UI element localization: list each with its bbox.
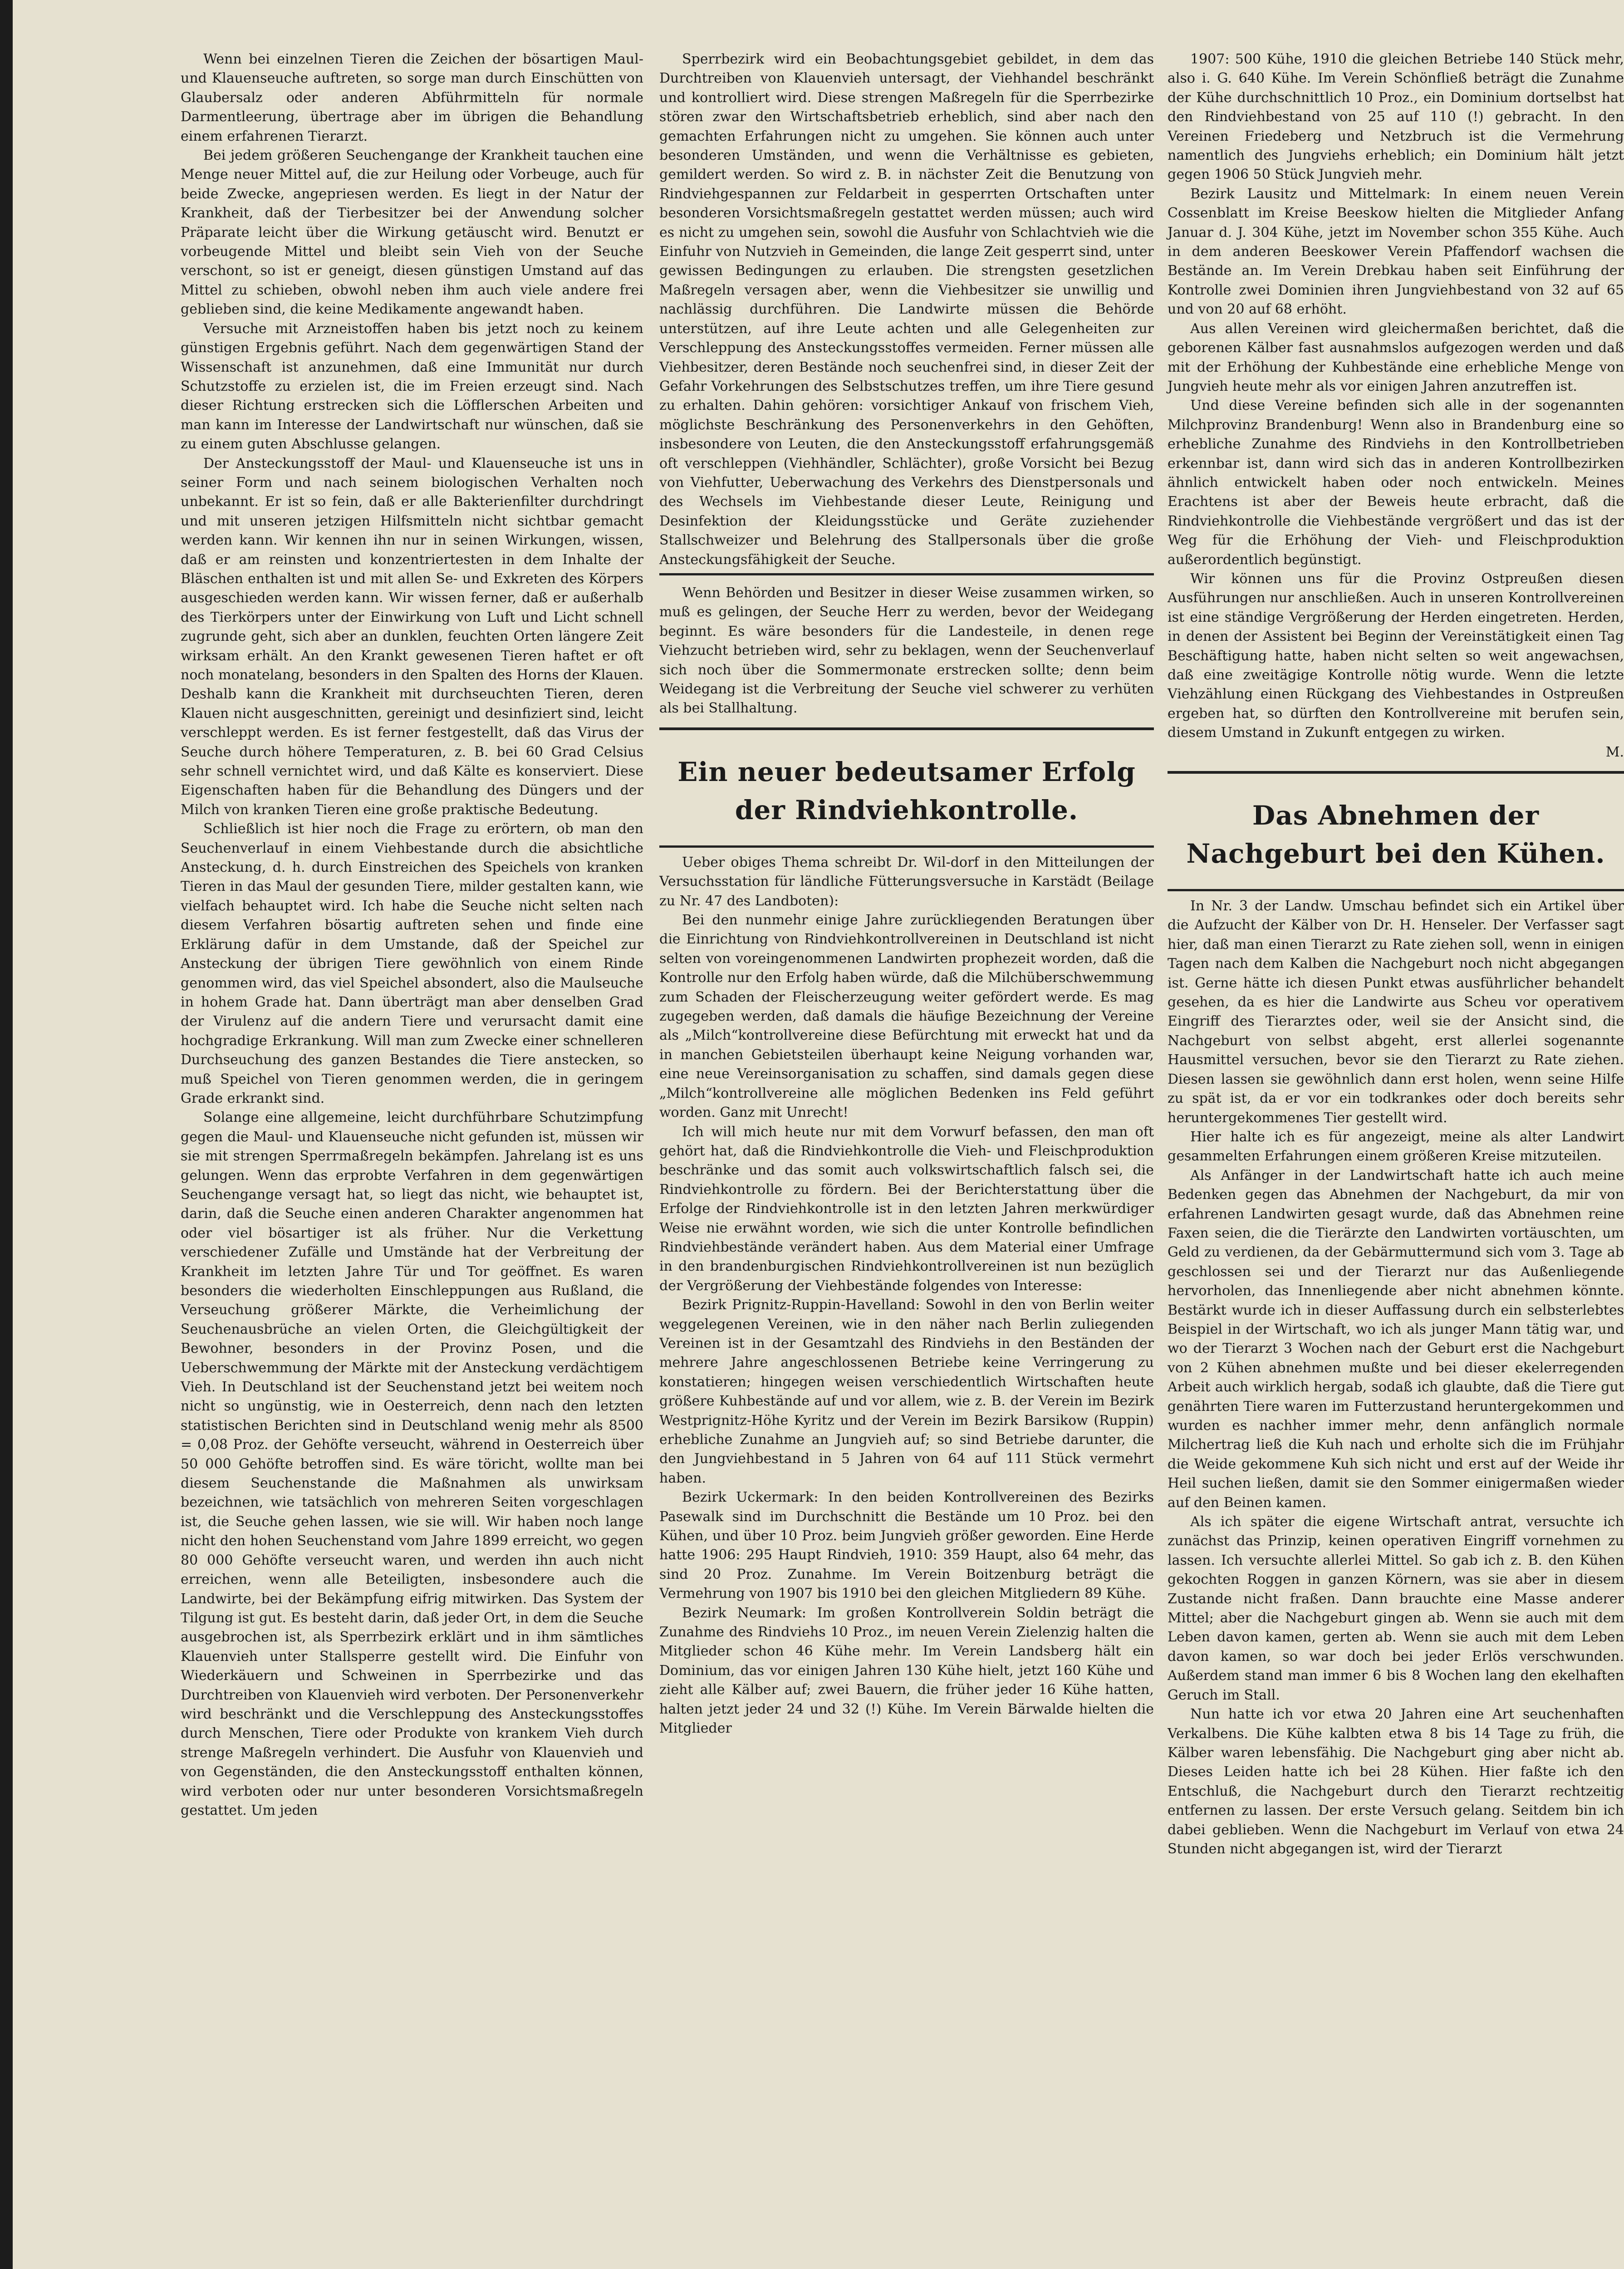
section-divider (659, 727, 1154, 730)
paragraph: Bezirk Prignitz-Ruppin-Havelland: Sowohl in den von Berlin weiter weggelegenen Vereinen, wie in den näher nach Berlin zuliegenden Vereinen ist in der Gesamtzahl des Rindviehs in den Beständen der mehrere Jahre angeschlossenen Betriebe keine Verringerung zu konstatieren; hingegen weisen verschiedentlich Wirtschaften heute größere Kuhbestände auf und vor allem, wie z. B. der Verein im Bezirk Westprignitz-Höhe Kyritz und der Verein im Bezirk Barsikow (Ruppin) erhebliche Zunahme an Jungvieh auf; so sind Betriebe darunter, die den Jungviehbestand in 5 Jahren von 64 auf 111 Stück vermehrt haben. (659, 1297, 1154, 1486)
paragraph: Als Anfänger in der Landwirtschaft hatte ich auch meine Bedenken gegen das Abnehmen der Nachgeburt, da mir von erfahrenen Landwirten gesagt wurde, daß das Abnehmen reine Faxen seien, die die Tierärzte den Landwirten vortäuschten, um Geld zu verdienen, da der Gebärmuttermund sich vom 3. Tage ab geschlossen sei und der Tierarzt nur das Außenliegende hervorholen, das Innenliegende aber nicht abnehmen könnte. Bestärkt wurde ich in dieser Auffassung durch ein selbsterlebtes Beispiel in der Wirtschaft, wo ich als junger Mann tätig war, und wo der Tierarzt 3 Wochen nach der Geburt erst die Nachgeburt von 2 Kühen abnehmen mußte und bei dieser ekelerregenden Arbeit auch wirklich hergab, sodaß ich glaubte, daß die Tiere gut genährten Tiere waren im Futterzustand heruntergekommen und wurden es nachher immer mehr, denn anfänglich normale Milchertrag ließ die Kuh nach und erholte sich die im Frühjahr die Weide gekommene Kuh sich nicht und erst auf der Weide ihr Heil suchen ließen, damit sie den Sommer einigermaßen wieder auf den Beinen kamen. (1168, 1167, 1624, 1511)
paragraph: Als ich später die eigene Wirtschaft antrat, versuchte ich zunächst das Prinzip, keinen operativen Eingriff vornehmen zu lassen. Ich versuchte allerlei Mittel. So gab ich z. B. den Kühen gekochten Roggen in ganzen Körnern, was sie aber in diesem Zustande nicht fraßen. Dann brauchte eine Masse anderer Mittel; aber die Nachgeburt gingen ab. Wenn sie auch mit dem Leben davon kamen, gerten ab. Wenn sie auch mit dem Leben davon kamen, so war doch bei jeder Erlös verschwunden. Außerdem stand man immer 6 bis 8 Wochen lang den ekelhaften Geruch im Stall. (1168, 1514, 1624, 1703)
author-initials: M. (1605, 744, 1624, 760)
newspaper-page (13, 0, 1624, 2269)
paragraph: In Nr. 3 der Landw. Umschau befindet sich ein Artikel über die Aufzucht der Kälber von Dr. H. Henseler. Der Verfasser sagt hier, daß man einen Tierarzt zu Rate ziehen soll, wenn in einigen Tagen nach dem Kalben die Nachgeburt noch nicht abgegangen ist. Gerne hätte ich diesen Punkt etwas ausführlicher behandelt gesehen, da es hier die Landwirte aus Scheu vor operativem Eingriff des Tierarztes oder, weil sie der Ansicht sind, die Nachgeburt von selbst abgeht, erst allerlei sogenannte Hausmittel versuchen, bevor sie den Tierarzt zu Rate ziehen. Diesen lassen sie gewöhnlich dann erst holen, wenn seine Hilfe zu spät ist, da er vor ein todkrankes oder doch bereits sehr heruntergekommenes Tier gestellt wird. (1168, 898, 1624, 1126)
paragraph: Wenn Behörden und Besitzer in dieser Weise zusammen wirken, so muß es gelingen, der Seuche Herr zu werden, bevor der Weidegang beginnt. Es wäre besonders für die Landesteile, in denen rege Viehzucht betrieben wird, sehr zu beklagen, wenn der Seuchenverlauf sich noch über die Sommermonate erstrecken sollte; denn beim Weidegang ist die Verbreitung der Seuche viel schwerer zu verhüten als bei Stallhaltung. (659, 584, 1154, 717)
paragraph: Und diese Vereine befinden sich alle in der sogenannten Milchprovinz Brandenburg! Wenn also in Brandenburg eine so erhebliche Zunahme des Rindviehs in den Kontrollbetrieben erkennbar ist, dann wird sich das in anderen Kontrollbezirken ähnlich entwickelt haben oder noch entwickeln. Meines Erachtens ist aber der Beweis heute erbracht, daß die Rindviehkontrolle die Viehbestände vergrößert und das ist der Weg für die Erhöhung der Vieh- und Fleischproduktion außerordentlich begünstigt. (1168, 398, 1624, 568)
headline-rule (659, 845, 1154, 848)
boxed-notice (659, 50, 1154, 575)
paragraph: Bei den nunmehr einige Jahre zurückliegenden Beratungen über die Einrichtung von Rindviehkontrollvereinen in Deutschland ist nicht selten von voreingenommenen Landwirten prophezeit worden, daß die Kontrolle nur den Erfolg haben würde, daß die Milchüberschwemmung zum Schaden der Fleischerzeugung weiter gefördert werde. Es mag zugegeben werden, daß damals die häufige Bezeichnung der Vereine als „Milch“kontrollvereine diese Befürchtung mit erweckt hat und da in manchen Gebietsteilen überhaupt keine Neigung vorhanden war, eine neue Vereinsorganisation zu schaffen, sind damals gegen diese „Milch“kontrollvereine alle möglichen Bedenken ins Feld geführt worden. Ganz mit Unrecht! (659, 912, 1154, 1121)
paragraph: Versuche mit Arzneistoffen haben bis jetzt noch zu keinem günstigen Ergebnis geführt. Nach dem gegenwärtigen Stand der Wissenschaft ist anzunehmen, daß eine Immunität nur durch Schutzstoffe zu erzielen ist, die im Freien erzeugt sind. Nach dieser Richtung erstrecken sich die Löfflerschen Arbeiten und man kann im Interesse der Landwirtschaft nur wünschen, daß sie zu einem guten Abschlusse gelangen. (181, 320, 643, 452)
column-right (1168, 50, 1624, 1859)
paragraph: Solange eine allgemeine, leicht durchführbare Schutzimpfung gegen die Maul- und Klauenseuche nicht gefunden ist, müssen wir sie mit strengen Sperrmaßregeln bekämpfen. Jahrelang ist es uns gelungen. Wenn das erprobte Verfahren in dem gegenwärtigen Seuchengange versagt hat, so liegt das nicht, wie behauptet ist, darin, daß die Seuche einen anderen Charakter angenommen hat oder viel bösartiger ist als früher. Nur die Verkettung verschiedener Zufälle und Umstände hat der Verbreitung der Krankheit im letzten Jahre Tür und Tor geöffnet. Es waren besonders die wiederholten Einschleppungen aus Rußland, die Verseuchung größerer Märkte, die Verheimlichung der Seuchenausbrüche an vielen Orten, die Gleichgültigkeit der Bewohner, besonders in der Provinz Posen, und die Ueberschwemmung der Märkte mit der Ansteckung verdächtigem Vieh. In Deutschland ist der Seuchenstand jetzt bei weitem noch nicht so ungünstig, wie in Oesterreich, denn nach den letzten statistischen Berichten sind in Deutschland wenig mehr als 8500 = 0,08 Proz. der Gehöfte verseucht, während in Oesterreich über 50 000 Gehöfte betroffen sind. Es wäre töricht, wollte man bei diesem Seuchenstande die Maßnahmen als unwirksam bezeichnen, wie tatsächlich von mehreren Seiten vorgeschlagen ist, die Seuche gehen lassen, wie sie will. Wir haben noch lange nicht den hohen Seuchenstand vom Jahre 1899 erreicht, wo gegen 80 000 Gehöfte verseucht waren, und werden ihn auch nicht erreichen, wenn alle Beteiligten, insbesondere auch die Landwirte, bei der Bekämpfung eifrig mitwirken. Das System der Tilgung ist gut. Es besteht darin, daß jeder Ort, in dem die Seuche ausgebrochen ist, als Sperrbezirk erklärt und in ihm sämtliches Klauenvieh unter Stallsperre gestellt wird. Die Einfuhr von Wiederkäuern und Schweinen in Sperrbezirke und das Durchtreiben von Klauenvieh wird verboten. Der Personenverkehr wird beschränkt und die Verschleppung des Ansteckungsstoffes durch Menschen, Tiere oder Produkte von krankem Vieh durch strenge Maßregeln verhindert. Die Ausfuhr von Klauenvieh und von Gegenständen, die den Ansteckungsstoff enthalten können, wird verboten oder nur unter besonderen Vorsichtsmaßregeln gestattet. Um jeden (181, 1110, 643, 1818)
article-headline: Ein neuer bedeutsamer Erfolg der Rindviehkontrolle. (677, 756, 1136, 825)
paragraph: Bezirk Neumark: Im großen Kontrollverein Soldin beträgt die Zunahme des Rindviehs 10 Proz., im neuen Verein Zielenzig halten die Mitglieder schon 46 Kühe mehr. Im Verein Landsberg hält ein Dominium, das vor einigen Jahren 130 Kühe hielt, jetzt 160 Kühe und zieht alle Kälber auf; zwei Bauern, die früher jeder 16 Kühe hatten, halten jetzt jeder 24 und 32 (!) Kühe. Im Verein Bärwalde hielten die Mitglieder (659, 1605, 1154, 1737)
headline-rule (1168, 889, 1624, 891)
paragraph: Sperrbezirk wird ein Beobachtungsgebiet gebildet, in dem das Durchtreiben von Klauenvieh untersagt, der Viehhandel beschränkt und kontrolliert wird. Diese strengen Maßregeln für die Sperrbezirke stören zwar den Wirtschaftsbetrieb erheblich, sind aber nach den gemachten Erfahrungen nicht zu umgehen. Sie können auch unter besonderen Umständen, und wenn die Verhältnisse es gebieten, gemildert werden. So wird z. B. in nächster Zeit die Benutzung von Rindviehgespannen zur Feldarbeit in gesperrten Ortschaften unter besonderen Vorsichtsmaßregeln gestattet werden müssen; auch wird es nicht zu umgehen sein, sowohl die Ausfuhr von Schlachtvieh wie die Einfuhr von Nutzvieh in Gemeinden, die lange Zeit gesperrt sind, unter gewissen Bedingungen zu erlauben. Die strengsten gesetzlichen Maßregeln versagen aber, wenn die Viehbesitzer sie unwillig und nachlässig durchführen. Die Landwirte müssen die Behörde unterstützen, auf ihre Leute achten und alle Gelegenheiten zur Verschleppung des Ansteckungsstoffes vermeiden. Ferner müssen alle Viehbesitzer, deren Bestände noch seuchenfrei sind, in dieser Zeit der Gefahr Vorkehrungen des Selbstschutzes treffen, um ihre Tiere gesund zu erhalten. Dahin gehören: vorsichtiger Ankauf von frischem Vieh, möglichste Beschränkung des Personenverkehrs in den Gehöften, insbesondere von Leuten, die den Ansteckungsstoff erfahrungsgemäß oft verschleppen (Viehhändler, Schlächter), große Vorsicht bei Bezug von Viehfutter, Ueberwachung des Verkehrs des Dienstpersonals und des Wechsels im Viehbestande dieser Leute, Reinigung und Desinfektion der Kleidungsstücke und Geräte zuziehender Stallschweizer und Belehrung des Stallpersonals über die große Ansteckungsfähigkeit der Seuche. (659, 51, 1154, 568)
article-headline: Das Abnehmen der Nachgeburt bei den Kühen. (1186, 800, 1605, 869)
paragraph: Ich will mich heute nur mit dem Vorwurf befassen, den man oft gehört hat, daß die Rindviehkontrolle die Vieh- und Fleischproduktion beschränke und das somit auch volkswirtschaftlich falsch sei, die Rindviehkontrolle zu fördern. Bei der Berichterstattung über die Erfolge der Rindviehkontrolle ist in den letzten Jahren merkwürdiger Weise nie erwähnt worden, wie sich die unter Kontrolle befindlichen Rindviehbestände verändert haben. Aus dem Material einer Umfrage in den brandenburgischen Rindviehkontrollvereinen ist nun bezüglich der Vergrößerung der Viehbestände folgendes von Interesse: (659, 1124, 1154, 1294)
paragraph: Wir können uns für die Provinz Ostpreußen diesen Ausführungen nur anschließen. Auch in unseren Kontrollvereinen ist eine ständige Vergrößerung der Herden eingetreten. Herden, in denen der Assistent bei Beginn der Vereinstätigkeit einen Tag Beschäftigung hatte, haben nicht selten so weit angewachsen, daß eine zweitägige Kontrolle nötig wurde. Wenn die letzte Viehzählung einen Rückgang des Viehbestandes in Ostpreußen ergeben hat, so dürften den Kontrollvereine mit berufen sein, diesem Umstand in Zukunft entgegen zu wirken. (1168, 570, 1624, 741)
column-middle (659, 50, 1154, 1739)
paragraph: 1907: 500 Kühe, 1910 die gleichen Betriebe 140 Stück mehr, also i. G. 640 Kühe. Im Verein Schönfließ beträgt die Zunahme der Kühe durchschnittlich 10 Proz., ein Dominium dortselbst hat den Rindviehbestand von 25 auf 110 (!) gebracht. In den Vereinen Friedeberg und Netzbruch ist die Vermehrung namentlich des Jungviehs erheblich; ein Dominium hält jetzt gegen 1906 50 Stück Jungvieh mehr. (1168, 51, 1624, 183)
paragraph: Bezirk Uckermark: In den beiden Kontrollvereinen des Bezirks Pasewalk sind im Durchschnitt die Bestände um 10 Proz. bei den Kühen, und über 10 Proz. beim Jungvieh größer geworden. Eine Herde hatte 1906: 295 Haupt Rindvieh, 1910: 359 Haupt, also 64 mehr, das sind 20 Proz. Zunahme. Im Verein Boitzenburg beträgt die Vermehrung von 1907 bis 1910 bei den gleichen Mitgliedern 89 Kühe. (659, 1489, 1154, 1602)
paragraph: Der Ansteckungsstoff der Maul- und Klauenseuche ist uns in seiner Form und nach seinem biologischen Verhalten noch unbekannt. Er ist so fein, daß er alle Bakterienfilter durchdringt und mit unseren jetzigen Hilfsmitteln nicht sichtbar gemacht werden kann. Wir kennen ihn nur in seinen Wirkungen, wissen, daß er am reinsten und konzentriertesten in dem Inhalte der Bläschen enthalten ist und mit allen Se- und Exkreten des Körpers ausgeschieden werden kann. Wir wissen ferner, daß er außerhalb des Tierkörpers unter der Einwirkung von Luft und Licht schnell zugrunde geht, sich aber an dunklen, feuchten Orten längere Zeit wirksam erhält. An den Krankt gewesenen Tieren haftet er oft noch monatelang, besonders in den Spalten des Horns der Klauen. Deshalb kann die Krankheit mit durchseuchten Tieren, deren Klauen nicht ausgeschnitten, gereinigt und desinfiziert sind, leicht verschleppt werden. Es ist ferner festgestellt, daß das Virus der Seuche durch höhere Temperaturen, z. B. bei 60 Grad Celsius sehr schnell vernichtet wird, und daß Kälte es konserviert. Diese Eigenschaften haben für die Behandlung des Düngers und der Milch von kranken Tieren eine große praktische Bedeutung. (181, 455, 643, 818)
paragraph: Wenn bei einzelnen Tieren die Zeichen der bösartigen Maul- und Klauenseuche auftreten, so sorge man durch Einschütten von Glaubersalz oder anderen Abführmitteln für normale Darmentleerung, übertrage aber im übrigen die Behandlung einem erfahrenen Tierarzt. (181, 51, 643, 144)
paragraph: Schließlich ist hier noch die Frage zu erörtern, ob man den Seuchenverlauf in einem Viehbestande durch die absichtliche Ansteckung, d. h. durch Einstreichen des Speichels von kranken Tieren in das Maul der gesunden Tiere, milder gestalten kann, wie vielfach behauptet wird. Ich habe die Seuche nicht selten nach diesem Verfahren bösartig auftreten sehen und finde eine Erklärung dafür in dem Umstande, daß der Speichel zur Ansteckung der übrigen Tiere gewöhnlich von einem Rinde genommen wird, das viel Speichel absondert, also die Maulseuche in hohem Grade hat. Dann überträgt man aber denselben Grad der Virulenz auf die andern Tiere und verursacht damit eine hochgradige Erkrankung. Will man zum Zwecke einer schnelleren Durchseuchung des ganzen Bestandes die Tiere anstecken, so muß Speichel von Tieren genommen werden, die in geringem Grade erkrankt sind. (181, 821, 643, 1106)
column-left (181, 50, 643, 1820)
paragraph: Ueber obiges Thema schreibt Dr. Wil-dorf in den Mitteilungen der Versuchsstation für ländliche Fütterungsversuche in Karstädt (Beilage zu Nr. 47 des Landboten): (659, 854, 1154, 909)
section-divider (1168, 771, 1624, 774)
paragraph: Nun hatte ich vor etwa 20 Jahren eine Art seuchenhaften Verkalbens. Die Kühe kalbten etwa 8 bis 14 Tage zu früh, die Kälber waren lebensfähig. Die Nachgeburt ging aber nicht ab. Dieses Leiden hatte ich bei 28 Kühen. Hier faßte ich den Entschluß, die Nachgeburt durch den Tierarzt rechtzeitig entfernen zu lassen. Der erste Versuch gelang. Seitdem bin ich dabei geblieben. Wenn die Nachgeburt im Verlauf von etwa 24 Stunden nicht abgegangen ist, wird der Tierarzt (1168, 1706, 1624, 1857)
paragraph: Hier halte ich es für angezeigt, meine als alter Landwirt gesammelten Erfahrungen einem größeren Kreise mitzuteilen. (1168, 1129, 1624, 1164)
paragraph: Aus allen Vereinen wird gleichermaßen berichtet, daß die geborenen Kälber fast ausnahmslos aufgezogen werden und daß mit der Erhöhung der Kuhbestände eine erhebliche Menge von Jungvieh heute mehr als vor einigen Jahren anzutreffen ist. (1168, 320, 1624, 394)
paragraph: Bezirk Lausitz und Mittelmark: In einem neuen Verein Cossenblatt im Kreise Beeskow hielten die Mitglieder Anfang Januar d. J. 304 Kühe, jetzt im November schon 355 Kühe. Auch in dem anderen Beeskower Verein Pfaffendorf wachsen die Bestände an. Im Verein Drebkau haben seit Einführung der Kontrolle zwei Dominien ihren Jungviehbestand von 32 auf 65 und von 20 auf 68 erhöht. (1168, 186, 1624, 318)
paragraph: Bei jedem größeren Seuchengange der Krankheit tauchen eine Menge neuer Mittel auf, die zur Heilung oder Vorbeuge, auch für beide Zwecke, angepriesen werden. Es liegt in der Natur der Krankheit, daß der Tierbesitzer bei der Anwendung solcher Präparate leicht über die Wirkung getäuscht wird. Benutzt er vorbeugende Mittel und bleibt sein Vieh von der Seuche verschont, so ist er geneigt, diesen günstigen Umstand auf das Mittel zu schieben, obwohl neben ihm auch viele andere frei geblieben sind, die keine Medikamente angewandt haben. (181, 147, 643, 318)
